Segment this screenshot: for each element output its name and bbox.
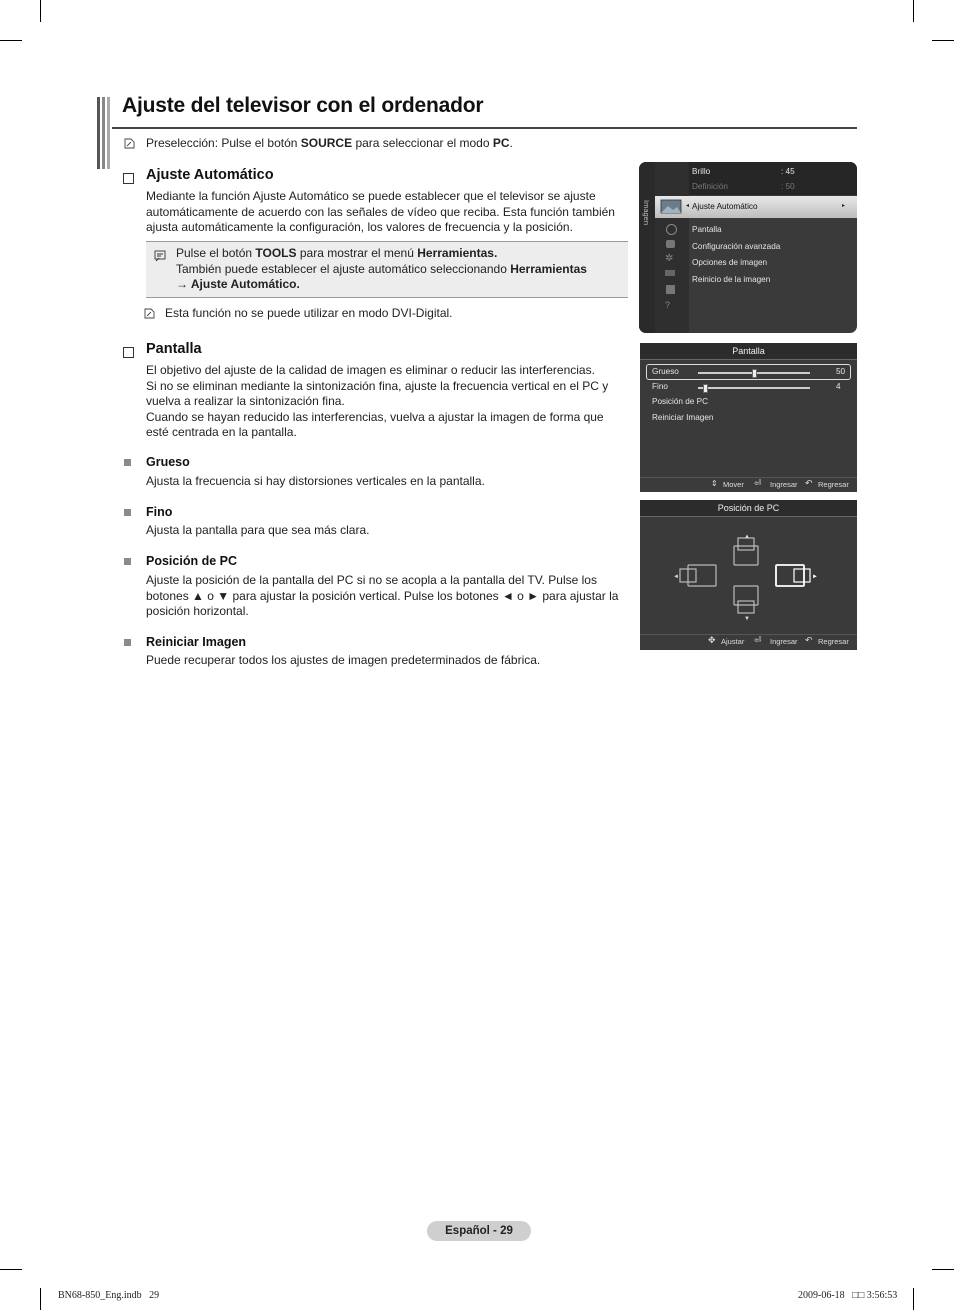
svg-text:◄: ◄ bbox=[673, 574, 679, 580]
screen-pantalla bbox=[640, 343, 857, 492]
menu-item-posicion-pc[interactable]: Posición de PC bbox=[652, 397, 708, 406]
page-number-badge: Español - 29 bbox=[427, 1221, 531, 1241]
crop-mark bbox=[0, 1269, 22, 1270]
menu-definicion-value: : 50 bbox=[781, 182, 795, 191]
menu-item-configuracion-avanzada[interactable]: Configuración avanzada bbox=[692, 242, 781, 251]
print-file-label: BN68-850_Eng.indb 29 bbox=[58, 1290, 160, 1301]
page-title: Ajuste del televisor con el ordenador bbox=[122, 94, 484, 117]
svg-text:▲: ▲ bbox=[744, 534, 750, 540]
crop-mark bbox=[0, 40, 22, 41]
grueso-label: Grueso bbox=[652, 367, 679, 376]
setup-gear-icon: ✲ bbox=[665, 253, 674, 264]
selected-arrow-left-icon: ◂ bbox=[686, 203, 690, 209]
fino-slider-track[interactable] bbox=[698, 387, 810, 389]
return-icon: ↶ bbox=[805, 635, 813, 645]
screen-title: Posición de PC bbox=[717, 503, 780, 513]
print-date-label: 2009-06-18 □□ 3:56:53 bbox=[798, 1290, 898, 1301]
enter-icon: ⏎ bbox=[754, 478, 762, 488]
selected-arrow-right-icon: ▸ bbox=[842, 203, 846, 209]
adjust-icon: ✥ bbox=[708, 635, 716, 645]
menu-brillo-value: : 45 bbox=[781, 167, 795, 176]
screen-footer bbox=[640, 477, 857, 492]
move-icon: ⇕ bbox=[711, 479, 718, 488]
bullet-square-icon bbox=[124, 459, 131, 466]
support-icon: ? bbox=[665, 300, 671, 310]
menu-ajuste-automatico[interactable]: Ajuste Automático bbox=[692, 202, 758, 211]
fino-value: 4 bbox=[836, 382, 841, 391]
position-diagram bbox=[640, 516, 857, 634]
input-icon bbox=[665, 270, 675, 276]
ajuste-automatico-body: Mediante la función Ajuste Automático se puede establecer que el televisor se ajuste automáticamente de acuerdo con las señales de vídeo que reciba. Esta función también ajusta automáticamente la configuración, los valores de frecuencia y la posición. bbox=[146, 189, 615, 234]
channel-icon bbox=[666, 240, 675, 248]
menu-definicion-label[interactable]: Definición bbox=[692, 182, 728, 191]
item-text-grueso: Ajusta la frecuencia si hay distorsiones verticales en la pantalla. bbox=[146, 474, 485, 488]
crop-mark bbox=[913, 0, 914, 22]
crop-mark bbox=[932, 40, 954, 41]
crop-mark bbox=[40, 1288, 41, 1310]
note-icon bbox=[124, 138, 135, 149]
pantalla-body: El objetivo del ajuste de la calidad de imagen es eliminar o reducir las interferencias. Si no se eliminan mediante la sintonización fina, ajuste la frecuencia vertical en el PC y vuelva a realizar la sintonización fina. Cuando se hayan reducido las interferencias, vuelva a ajustar la imagen de forma que esté centrada en la pantalla. bbox=[146, 363, 609, 439]
grueso-slider-knob[interactable] bbox=[752, 369, 757, 378]
svg-text:►: ► bbox=[812, 574, 818, 580]
preselection-note: Preselección: Pulse el botón SOURCE para seleccionar el modo PC. bbox=[146, 136, 513, 150]
menu-item-opciones-imagen[interactable]: Opciones de imagen bbox=[692, 258, 768, 267]
bullet-square-icon bbox=[124, 509, 131, 516]
menu-item-pantalla[interactable]: Pantalla bbox=[692, 225, 722, 234]
menu-brillo-label[interactable]: Brillo bbox=[692, 167, 711, 176]
title-accent-bars bbox=[97, 97, 111, 169]
screen-title: Pantalla bbox=[732, 346, 765, 356]
sound-icon bbox=[666, 224, 677, 235]
title-rule bbox=[112, 127, 857, 129]
item-heading-grueso: Grueso bbox=[146, 455, 190, 469]
note-icon bbox=[144, 308, 155, 319]
footer-enter: Ingresar bbox=[770, 637, 798, 646]
item-text-reiniciar-imagen: Puede recuperar todos los ajustes de imagen predeterminados de fábrica. bbox=[146, 653, 541, 667]
dvi-note: Esta función no se puede utilizar en modo DVI-Digital. bbox=[165, 306, 453, 320]
fino-label[interactable]: Fino bbox=[652, 382, 668, 391]
menu-item-reinicio-imagen[interactable]: Reinicio de la imagen bbox=[692, 275, 771, 284]
item-heading-posicion-pc: Posición de PC bbox=[146, 554, 237, 568]
bullet-square-icon bbox=[124, 558, 131, 565]
crop-mark bbox=[40, 0, 41, 22]
item-text-fino: Ajusta la pantalla para que sea más clara. bbox=[146, 523, 370, 537]
footer-back: Regresar bbox=[818, 637, 849, 646]
svg-text:▼: ▼ bbox=[744, 616, 750, 622]
section-heading-pantalla: Pantalla bbox=[146, 341, 202, 357]
tools-note-text: Pulse el botón TOOLS para mostrar el menú Herramientas. También puede establecer el ajuste automático seleccionando Herramientas → Ajuste Automático. bbox=[176, 246, 587, 291]
application-icon bbox=[666, 285, 675, 294]
picture-menu-icon bbox=[660, 198, 682, 216]
section-heading-ajuste-automatico: Ajuste Automático bbox=[146, 167, 274, 183]
footer-adjust: Ajustar bbox=[721, 637, 745, 646]
menu-item-reiniciar-imagen[interactable]: Reiniciar Imagen bbox=[652, 413, 714, 422]
crop-mark bbox=[932, 1269, 954, 1270]
screen-footer bbox=[640, 634, 857, 649]
tools-note-box bbox=[146, 241, 628, 298]
footer-back: Regresar bbox=[818, 480, 849, 489]
enter-icon: ⏎ bbox=[754, 635, 762, 645]
screen-imagen-menu bbox=[639, 162, 857, 333]
crop-mark bbox=[913, 1288, 914, 1310]
menu-sidebar bbox=[639, 162, 655, 333]
tools-icon bbox=[154, 250, 166, 262]
footer-enter: Ingresar bbox=[770, 480, 798, 489]
screen-posicion-pc bbox=[640, 500, 857, 650]
section-checkbox-icon bbox=[123, 347, 134, 358]
return-icon: ↶ bbox=[805, 478, 813, 488]
item-heading-fino: Fino bbox=[146, 505, 173, 519]
item-heading-reiniciar-imagen: Reiniciar Imagen bbox=[146, 635, 247, 649]
grueso-value: 50 bbox=[836, 367, 846, 376]
footer-move: Mover bbox=[723, 480, 744, 489]
item-text-posicion-pc: Ajuste la posición de la pantalla del PC si no se acopla a la pantalla del TV. Pulse los botones ▲ o ▼ para ajustar la posición vertical. Pulse los botones ◄ o ► para ajustar la posición horizontal. bbox=[146, 573, 619, 618]
fino-slider-knob[interactable] bbox=[703, 384, 708, 393]
bullet-square-icon bbox=[124, 639, 131, 646]
section-checkbox-icon bbox=[123, 173, 134, 184]
menu-side-label: Imagen bbox=[642, 200, 651, 226]
